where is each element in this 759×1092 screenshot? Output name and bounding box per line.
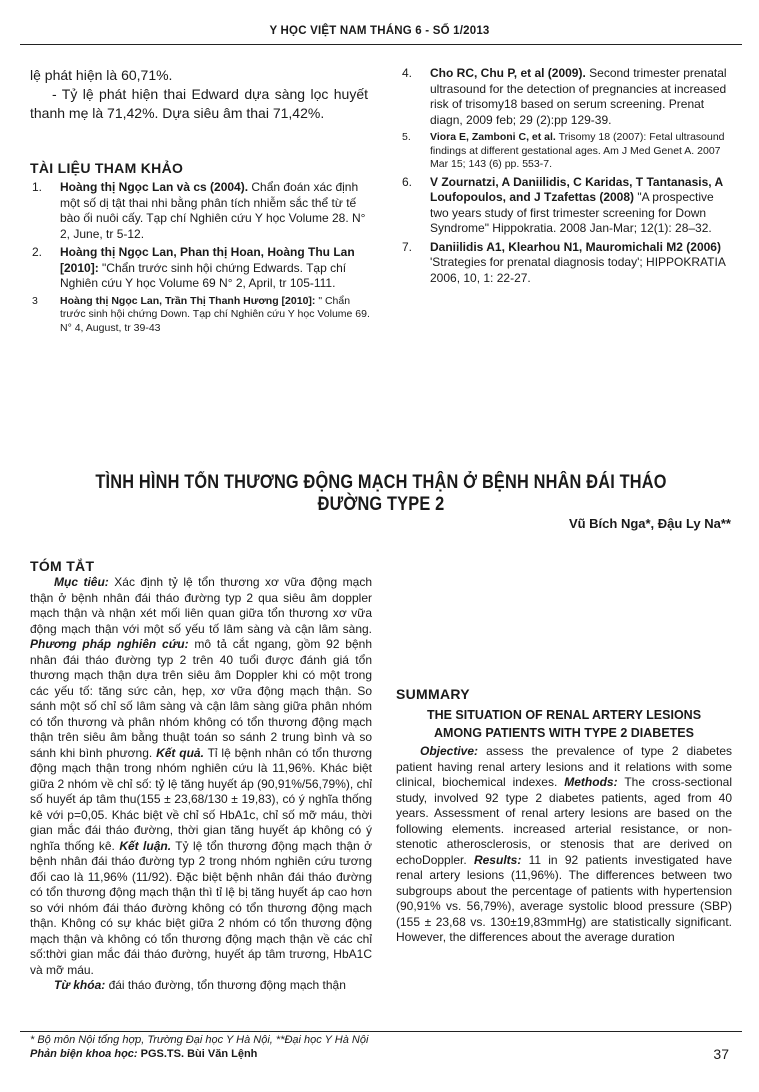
en-summary-paragraph: [396, 744, 732, 946]
reference-authors: Hoàng thị Ngọc Lan, Phan thị Hoan, Hoàng Thu Lan [2010]:: [60, 245, 355, 275]
reference-number: 7.: [402, 239, 413, 254]
references-right-column: [400, 66, 734, 289]
en-methods-label: Methods:: [564, 775, 618, 789]
en-title-line-1: THE SITUATION OF RENAL ARTERY LESIONS: [426, 708, 702, 722]
en-summary-body: [396, 744, 732, 946]
reviewer-name: PGS.TS. Bùi Văn Lệnh: [140, 1048, 258, 1060]
running-header: Y HỌC VIỆT NAM THÁNG 6 - SỐ 1/2013: [269, 25, 490, 37]
article-title: TÌNH HÌNH TỔN THƯƠNG ĐỘNG MẠCH THẬN Ở BỆNH NHÂN ĐÁI THÁO ĐƯỜNG TYPE 2: [95, 472, 667, 515]
conclusion-label: Kết luận.: [119, 838, 172, 853]
en-methods-text: The cross-sectional study, involved 92 type 2 diabetes patients, aged from 40 years. Assessment of renal artery lesions are based on the following elements. increased arterial resistance, or non-stenotic atherosclerosis, or stenosis that are derived on echoDoppler.: [396, 775, 732, 867]
footnote-rule: [20, 1031, 742, 1032]
reference-number: 1.: [32, 180, 43, 194]
en-summary-title: [396, 706, 732, 742]
reference-authors: Viora E, Zamboni C, et al.: [430, 131, 556, 143]
en-results-text: 11 in 92 patients investigated have renal artery lesions (11,96%). The differences between two subgroups about the percentage of patients with hypertension (90,91% vs. 56,79%), average systolic blood pressure (SBP) (155 ± 23,68 vs. 130±19,83mmHg) are statistically significant. However, the differences about the average duration: [396, 852, 732, 944]
reference-authors: Hoàng thị Ngọc Lan và cs (2004).: [60, 180, 249, 194]
reviewer-label: Phản biện khoa học:: [30, 1048, 138, 1060]
conclusion-text: Tỷ lệ tổn thương động mạch thận ở bệnh nhân đái tháo đường typ 2 trong nhóm nghiên cứu tương đối cao là 11,96% (11/92). Đặc biệt bệnh nhân đái tháo đường có tổn thương động mạch thận thì tỉ lệ bị tăng huyết áp cao hơn so với nhóm đái tháo đường không có tổn thương động mạch thận. Không có sự khác biệt giữa 2 nhóm có tổn thương động mạch thận và không có tổn thương động mạch thận về các chỉ số:thời gian mắc đái tháo đường, huyết áp tâm trương, HbA1C và mỡ máu.: [30, 838, 373, 977]
reference-text: 'Strategies for prenatal diagnosis today'; HIPPOKRATIA 2006, 10, 1: 22-27.: [430, 255, 726, 285]
conclusion-line-2: - Tỷ lệ phát hiện thai Edward dựa sàng lọc huyết thanh mẹ là 71,42%. Dựa siêu âm thai 71,42%.: [30, 86, 368, 121]
footnote: [30, 1033, 368, 1061]
methods-label: Phương pháp nghiên cứu:: [30, 637, 189, 651]
page-number: 37: [713, 1046, 729, 1062]
keywords-label: Từ khóa:: [54, 978, 106, 992]
reference-item: [400, 175, 734, 237]
footnote-reviewer: [30, 1047, 368, 1061]
reference-text: Second trimester prenatal ultrasound for the detection of pregnancies at increased risk of trisomy18 based on serum screening. Prenat diagn, 2009 feb; 29 (2):pp 129-39.: [430, 66, 727, 127]
keywords-paragraph: [30, 978, 372, 994]
reference-authors: Cho RC, Chu P, et al (2009).: [430, 66, 586, 80]
reference-text: " Chẩn trước sinh hội chứng Down. Tạp chí Nghiên cứu Y học Volume 69. N° 4, August, tr 39-43: [60, 294, 370, 334]
en-title-line-2: AMONG PATIENTS WITH TYPE 2 DIABETES: [434, 726, 694, 740]
reference-text: "A prospective two years study of first trimester screening for Down Syndrome" Hippokratia. 2008 Jan-Mar; 12(1): 28–32.: [430, 190, 714, 235]
en-objective-label: Objective:: [420, 744, 479, 758]
objective-label: Mục tiêu:: [54, 575, 109, 589]
reference-text: Trisomy 18 (2007): Fetal ultrasound findings at different gestational ages. Am J Med Genet A. 2007 Mar 15; 143 (6) pp. 553-7.: [430, 131, 725, 170]
reference-item: [400, 66, 734, 128]
reference-text: "Chẩn trước sinh hội chứng Edwards. Tạp chí Nghiên cứu Y học Volume 69 N° 2, April, tr 105-111.: [60, 260, 347, 290]
reference-item: [30, 180, 370, 242]
vn-abstract-paragraph: [30, 575, 372, 978]
keywords-text: đái tháo đường, tổn thương động mạch thận: [108, 978, 346, 992]
reference-item: [30, 295, 370, 336]
reference-authors: Daniilidis A1, Klearhou N1, Mauromichali M2 (2006): [430, 239, 721, 254]
reference-number: 3: [32, 294, 38, 307]
reference-item: [400, 240, 734, 287]
article-authors: Vũ Bích Nga*, Đậu Ly Na**: [568, 516, 731, 531]
vn-abstract-body: [30, 575, 372, 994]
en-objective-text: assess the prevalence of type 2 diabetes patient having renal artery lesions and it relations with some clinical, biochemical indexes.: [396, 744, 732, 789]
references-heading: TÀI LIỆU THAM KHẢO: [30, 160, 184, 176]
conclusion-line-1: lệ phát hiện là 60,71%.: [30, 67, 173, 83]
reference-number: 4.: [402, 66, 413, 80]
references-left-column: [30, 180, 370, 338]
reference-number: 6.: [402, 174, 413, 189]
objective-text: Xác định tỷ lệ tổn thương xơ vữa động mạch thận ở bệnh nhân đái tháo đường typ 2 qua siêu âm doppler mạch thận và nhận xét mối liên quan giữa tổn thương xơ vữa động mạch thận với một số yếu tố lâm sàng và cận lâm sàng.: [30, 575, 372, 636]
results-text: Tỉ lệ bệnh nhân có tổn thương động mạch thận trong nhóm nghiên cứu là 11,96%. Khác biệt giữa 2 nhóm về chỉ số: tỷ lệ tăng huyết áp (90,91%/56,79%), chỉ số huyết áp tâm thu(155 ± 23,68/130 ± 19,83), có ý nghĩa thống kê với p=0,05. Khác biệt về chỉ số HbA1c, chỉ số mỡ máu, thời gian mắc đái tháo đường, thời gian tăng huyết áp không có ý nghĩa thống kê.: [30, 745, 372, 853]
en-results-label: Results:: [473, 852, 522, 867]
reference-item: [30, 245, 370, 292]
reference-text: Chẩn đoán xác định một số dị tật thai nhi bằng phân tích nhiễm sắc thể từ tế bào ối nuôi cấy. Tạp chí Nghiên cứu Y học Volume 28. N° 2, June, tr 5-12.: [60, 180, 366, 241]
reference-number: 2.: [32, 245, 43, 259]
prev-article-conclusion: [30, 66, 368, 123]
header-rule: [20, 44, 742, 45]
reference-authors: Hoàng thị Ngọc Lan, Trần Thị Thanh Hương [2010]:: [60, 294, 316, 307]
reference-number: 5.: [402, 131, 411, 143]
vn-abstract-heading: TÓM TẮT: [30, 558, 95, 574]
reference-item: [400, 131, 734, 172]
footnote-affiliations: * Bộ môn Nội tổng hợp, Trường Đại học Y Hà Nội, **Đại học Y Hà Nội: [30, 1034, 369, 1046]
results-label: Kết quả.: [156, 745, 204, 760]
en-summary-heading: SUMMARY: [396, 686, 470, 702]
reference-authors: V Zournatzi, A Daniilidis, C Karidas, T Tantanasis, A Loufopoulos, and J Tzafettas (2008): [430, 174, 723, 204]
methods-text: mô tả cắt ngang, gồm 92 bệnh nhân đái tháo đường typ 2 trên 40 tuổi được đánh giá tổn thương mạch thận dựa trên siêu âm Doppler khi có một trong các yếu tố: tăng sức cản, hẹp, xơ vữa động mạch thận. So sánh một số chỉ số lâm sàng và cận lâm sàng giữa phân nhóm có tổn thương và phân nhóm không có tổn thương động mạch thận trên siêu âm bằng thuật toán so sánh 2 trung bình và so sánh khi bình phương.: [30, 637, 372, 760]
